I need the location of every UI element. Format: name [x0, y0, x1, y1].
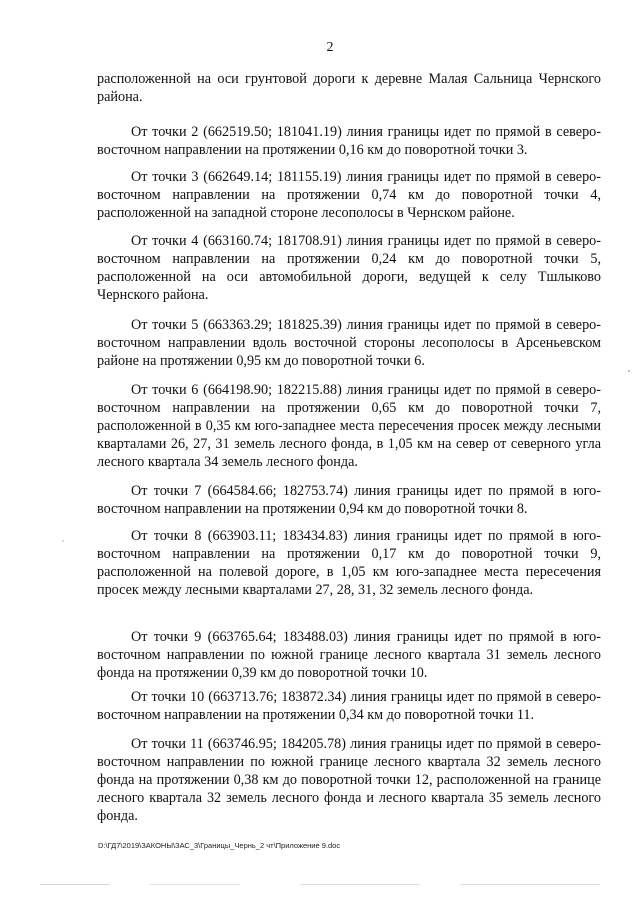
paragraph-point-8: От точки 8 (663903.11; 183434.83) линия границы идет по прямой в юго-восточном направлении на протяжении 0,17 км до поворотной точки 9, расположенной на полевой дороге, в 1,05 км юго-западнее места пересечения просек между лесными кварталами 27, 28, 31, 32 земель лесного фонда. [97, 528, 601, 598]
paragraph-point-9: От точки 9 (663765.64; 183488.03) линия границы идет по прямой в юго-восточном направлении по южной границе лесного квартала 31 земель лесного фонда на протяжении 0,39 км до поворотной точки 10. [97, 629, 601, 681]
page-number: 2 [326, 40, 334, 55]
scan-artifact-line [460, 884, 600, 885]
paragraph-point-7: От точки 7 (664584.66; 182753.74) линия границы идет по прямой в юго-восточном направлении на протяжении 0,94 км до поворотной точки 8. [97, 483, 601, 517]
paragraph-point-3: От точки 3 (662649.14; 181155.19) линия границы идет по прямой в северо-восточном направлении на протяжении 0,74 км до поворотной точки 4, расположенной на западной стороне лесополосы в Чернском районе. [97, 169, 601, 221]
scan-artifact-line [150, 884, 240, 885]
paragraph-point-2: От точки 2 (662519.50; 181041.19) линия границы идет по прямой в северо-восточном направлении на протяжении 0,16 км до поворотной точки 3. [97, 124, 601, 158]
footer-file-path: D:\ГД7\2019\ЗАКОНЫ\ЗАС_3\Границы_Чернь_2 чт\Приложение 9.doc [98, 841, 341, 850]
paragraph-point-10: От точки 10 (663713.76; 183872.34) линия границы идет по прямой в северо-восточном направлении на протяжении 0,34 км до поворотной точки 11. [97, 689, 601, 723]
scan-artifact-line [40, 884, 110, 885]
scan-artifact-dot [62, 540, 64, 542]
scan-artifact-line [300, 884, 420, 885]
scan-artifact-dot [628, 370, 630, 372]
paragraph-point-4: От точки 4 (663160.74; 181708.91) линия границы идет по прямой в северо-восточном направлении на протяжении 0,24 км до поворотной точки 5, расположенной на оси автомобильной дороги, ведущей к селу Тшлыково Чернского района. [97, 233, 601, 303]
paragraph-point-5: От точки 5 (663363.29; 181825.39) линия границы идет по прямой в северо-восточном направлении вдоль восточной стороны лесополосы в Арсеньевском районе на протяжении 0,95 км до поворотной точки 6. [97, 317, 601, 369]
paragraph-point-6: От точки 6 (664198.90; 182215.88) линия границы идет по прямой в северо-восточном направлении на протяжении 0,65 км до поворотной точки 7, расположенной в 0,35 км юго-западнее места пересечения просек между лесными кварталами 26, 27, 31 земель лесного фонда, в 1,05 км на север от северного угла лесного квартала 34 земель лесного фонда. [97, 382, 601, 470]
paragraph-continuation: расположенной на оси грунтовой дороги к деревне Малая Сальница Чернского района. [97, 71, 601, 105]
paragraph-point-11: От точки 11 (663746.95; 184205.78) линия границы идет по прямой в северо-восточном направлении по южной границе лесного квартала 32 земель лесного фонда на протяжении 0,38 км до поворотной точки 12, расположенной на границе лесного квартала 32 земель лесного фонда и лесного квартала 35 земель лесного фонда. [97, 736, 601, 824]
